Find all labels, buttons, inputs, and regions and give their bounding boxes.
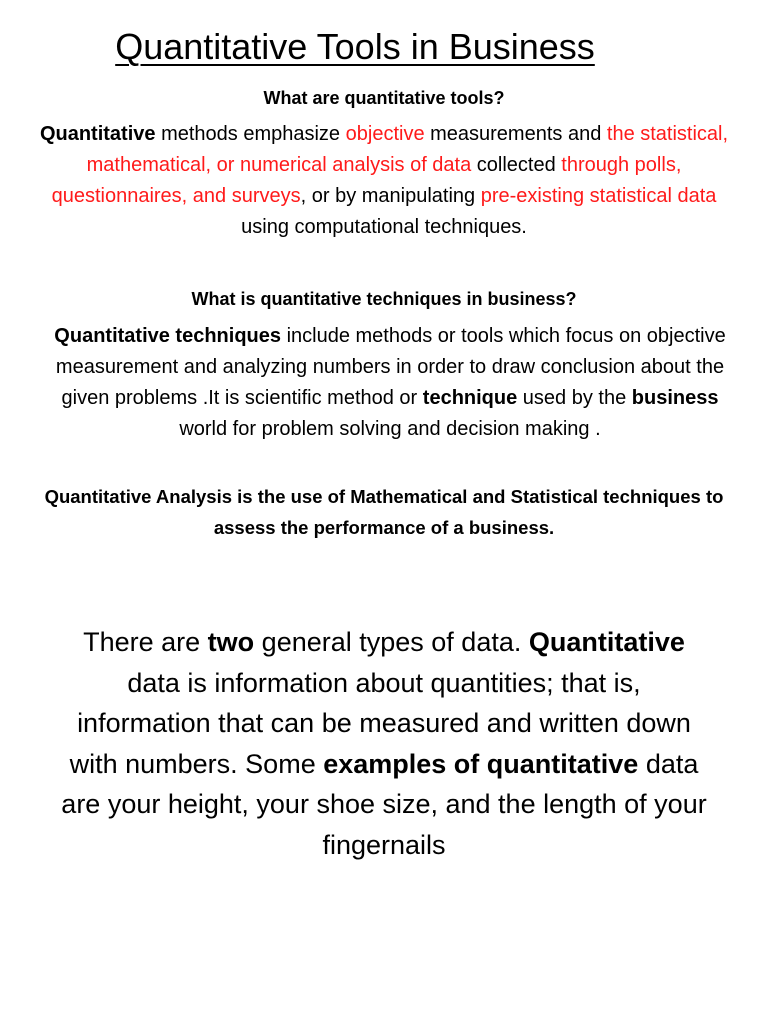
text-span: world for problem solving and decision making .: [179, 418, 601, 440]
term-quantitative-data: Quantitative: [528, 627, 685, 657]
term-two: two: [207, 627, 255, 657]
page-title: Quantitative Tools in Business: [115, 26, 595, 67]
highlight-analysis: the statistical, mathematical, or numerical analysis of data: [86, 123, 729, 176]
text-span: measurements and: [424, 123, 607, 145]
text-span: , or by manipulating: [300, 185, 481, 207]
question-heading-tools: What are quantitative tools?: [263, 88, 505, 108]
term-examples-of-quantitative: examples of quantitative: [323, 748, 639, 779]
term-quantitative: Quantitative: [39, 123, 156, 145]
text-span: include methods or tools which focus on objective measurement and analyzing numbers in order to draw conclusion about the given problems .It is scientific method or: [55, 325, 726, 409]
question-heading-techniques: What is quantitative techniques in business?: [191, 289, 577, 309]
analysis-statement: Quantitative Analysis is the use of Mathematical and Statistical techniques to assess the performance of a business.: [44, 486, 724, 538]
tools-definition-paragraph: [30, 119, 738, 243]
highlight-surveys: through polls, questionnaires, and surveys: [51, 154, 682, 207]
data-types-paragraph: [60, 622, 708, 865]
text-span: There are: [83, 627, 208, 657]
text-span: using computational techniques.: [241, 216, 527, 238]
highlight-preexisting: pre-existing statistical data: [480, 185, 717, 207]
term-quantitative-techniques: Quantitative techniques: [54, 325, 282, 347]
text-span: data is information about quantities; that is, information that can be measured and written down with numbers. Some: [69, 667, 691, 779]
text-span: data are your height, your shoe size, and the length of your fingernails: [61, 748, 707, 860]
term-technique: technique: [422, 387, 518, 409]
term-business: business: [631, 387, 719, 409]
techniques-definition-paragraph: [40, 321, 740, 445]
text-span: used by the: [517, 387, 632, 409]
text-span: collected: [471, 154, 562, 176]
text-span: general types of data.: [254, 627, 529, 657]
highlight-objective: objective: [345, 123, 425, 145]
text-span: methods emphasize: [155, 123, 346, 145]
